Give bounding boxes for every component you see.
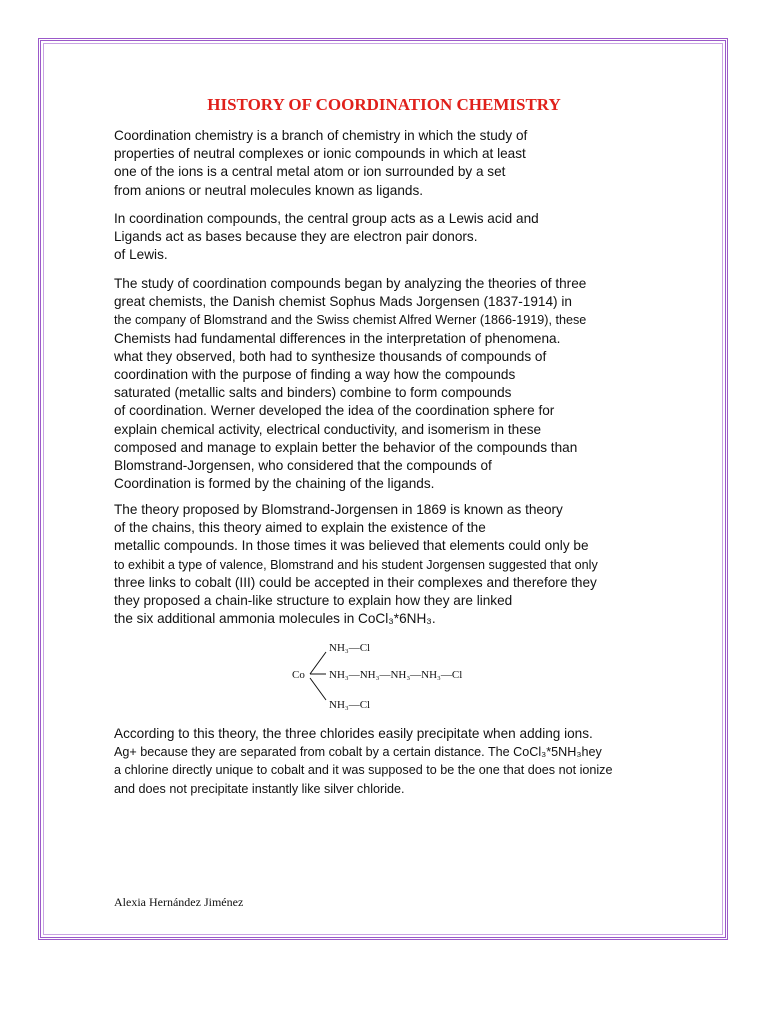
text-line: three links to cobalt (III) could be accepted in their complexes and therefore they (114, 574, 597, 590)
text-line: saturated (metallic salts and binders) combine to form compounds (114, 385, 512, 401)
text-line: one of the ions is a central metal atom or ion surrounded by a set (114, 164, 506, 180)
text-line: to exhibit a type of valence, Blomstrand and his student Jorgensen suggested that only (114, 557, 598, 572)
text-line: The theory proposed by Blomstrand-Jorgensen in 1869 is known as theory (114, 502, 563, 517)
text-line: explain chemical activity, electrical conductivity, and isomerism in these (114, 421, 542, 437)
text-line: Blomstrand-Jorgensen, who considered that the compounds of (114, 458, 492, 474)
author-name: Alexia Hernández Jiménez (114, 895, 244, 909)
text-line: Chemists had fundamental differences in the interpretation of phenomena. (114, 330, 561, 346)
text-line: and does not precipitate instantly like silver chloride. (114, 781, 405, 796)
text-line: Coordination chemistry is a branch of chemistry in which the study of (114, 128, 528, 143)
text-line: Coordination is formed by the chaining of the ligands. (114, 476, 435, 492)
paragraph-lewis (114, 210, 666, 265)
document-title: HISTORY OF COORDINATION CHEMISTRY (207, 95, 561, 114)
text-line: In coordination compounds, the central group acts as a Lewis acid and (114, 211, 539, 226)
text-line: The study of coordination compounds began by analyzing the theories of three (114, 276, 587, 291)
bond-line-top (310, 652, 326, 674)
text-line: Ligands act as bases because they are electron pair donors. (114, 229, 478, 245)
text-line: coordination with the purpose of finding a way how the compounds (114, 367, 516, 383)
text-line: properties of neutral complexes or ionic compounds in which at least (114, 146, 526, 162)
top-chain-label: NH₃—Cl (329, 642, 371, 654)
paragraph-chain-theory (114, 501, 674, 628)
bond-line-bottom (310, 678, 326, 700)
text-line: the company of Blomstrand and the Swiss chemist Alfred Werner (1866-1919), these (114, 313, 587, 328)
text-line: the six additional ammonia molecules in CoCl₃*6NH₃. (114, 611, 436, 627)
text-line: they proposed a chain-like structure to explain how they are linked (114, 593, 513, 609)
middle-chain-label: NH₃—NH₃—NH₃—NH₃—Cl (329, 669, 463, 681)
text-line: a chlorine directly unique to cobalt and it was supposed to be the one that does not ionize (114, 763, 613, 778)
paragraph-precipitation (114, 725, 684, 798)
text-line: According to this theory, the three chlorides easily precipitate when adding ions. (114, 726, 593, 741)
text-line: of coordination. Werner developed the idea of the coordination sphere for (114, 403, 555, 419)
bottom-chain-label: NH₃—Cl (329, 699, 371, 711)
text-line: metallic compounds. In those times it was believed that elements could only be (114, 538, 589, 554)
text-line: what they observed, both had to synthesize thousands of compounds of (114, 348, 547, 364)
paragraph-history (114, 275, 676, 493)
text-line: composed and manage to explain better the behavior of the compounds than (114, 439, 578, 455)
chain-structure-diagram (290, 638, 490, 716)
text-line: great chemists, the Danish chemist Sophus Mads Jorgensen (1837-1914) in (114, 294, 572, 310)
text-line: from anions or neutral molecules known as ligands. (114, 182, 424, 198)
text-line: of the chains, this theory aimed to explain the existence of the (114, 520, 486, 536)
paragraph-definition (114, 127, 666, 200)
metal-label: Co (292, 669, 305, 681)
text-line: Ag+ because they are separated from cobalt by a certain distance. The CoCl₃*5NH₃hey (114, 745, 602, 760)
text-line: of Lewis. (114, 247, 168, 263)
